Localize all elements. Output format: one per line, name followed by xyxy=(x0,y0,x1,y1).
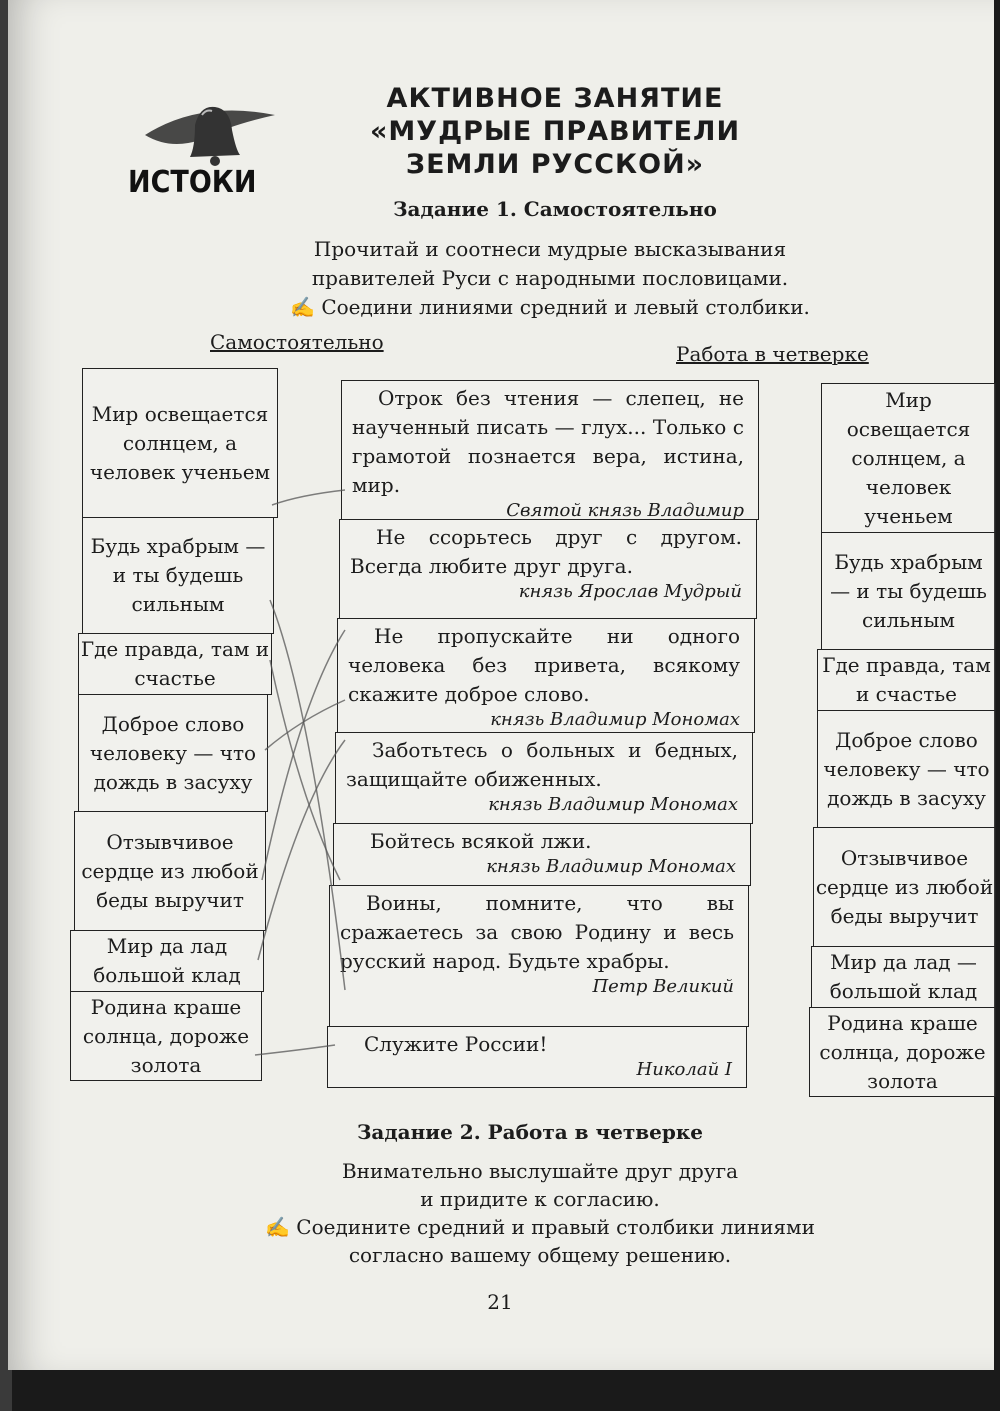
proverb-text: Отзывчивое сердце из любой беды выручит xyxy=(815,845,994,928)
task2-heading: Задание 2. Работа в четверке xyxy=(356,1120,704,1144)
right-proverb-box[interactable] xyxy=(821,383,996,533)
task1-heading: Задание 1. Самостоятельно xyxy=(393,197,717,221)
saying-box[interactable] xyxy=(339,519,757,619)
saying-author: Петр Великий xyxy=(592,976,734,997)
instruction-line: правителей Руси с народными пословицами. xyxy=(311,266,789,290)
proverb-text: Мир да лад большой клад xyxy=(93,934,241,987)
saying-author: князь Владимир Мономах xyxy=(490,709,740,730)
saying-text: Бойтесь всякой лжи. xyxy=(370,829,592,853)
saying-author: Святой князь Владимир xyxy=(506,500,744,521)
saying-text: Заботьтесь о больных и бедных, защищайте обиженных. xyxy=(346,738,738,791)
left-proverb-box[interactable] xyxy=(70,991,262,1081)
saying-box[interactable] xyxy=(333,823,751,886)
instruction-line: Внимательно выслушайте друг друга xyxy=(341,1159,739,1183)
right-proverb-box[interactable] xyxy=(817,649,996,711)
saying-text: Отрок без чтения — слепец, не наученный писать — глух... Только с грамотой познается вера, истина, мир. xyxy=(352,386,744,497)
label-self: Самостоятельно xyxy=(210,330,384,354)
instruction-line: Прочитай и соотнеси мудрые высказывания xyxy=(313,237,787,261)
left-proverb-box[interactable] xyxy=(82,517,274,634)
proverb-text: Родина краше солнца, дороже золота xyxy=(82,994,250,1077)
right-proverb-box[interactable] xyxy=(821,532,996,650)
saying-box[interactable] xyxy=(329,885,749,1027)
saying-text: Не пропускайте ни одного человека без привета, всякому скажите доброе слово. xyxy=(348,624,740,706)
proverb-text: Доброе слово человеку — что дождь в засуху xyxy=(89,711,257,794)
proverb-text: Где правда, там и счастье xyxy=(822,653,991,706)
proverb-text: Отзывчивое сердце из любой беды выручит xyxy=(81,829,259,912)
right-proverb-box[interactable] xyxy=(817,710,996,828)
proverb-text: Доброе слово человеку — что дождь в засуху xyxy=(823,727,990,810)
proverb-text: Мир освещается солнцем, а человек ученьем xyxy=(89,401,271,484)
left-proverb-box[interactable] xyxy=(78,633,272,695)
saying-box[interactable] xyxy=(337,618,755,733)
right-proverb-box[interactable] xyxy=(811,946,996,1008)
right-proverb-box[interactable] xyxy=(809,1007,996,1097)
saying-box[interactable] xyxy=(335,732,753,824)
proverb-text: Будь храбрым — и ты будешь сильным xyxy=(90,534,266,616)
saying-text: Служите России! xyxy=(364,1032,548,1056)
saying-author: князь Ярослав Мудрый xyxy=(518,581,742,602)
proverb-text: Будь храбрым — и ты будешь сильным xyxy=(830,549,987,632)
title-line: ЗЕМЛИ РУССКОЙ» xyxy=(405,149,705,180)
page-title xyxy=(330,82,780,181)
left-proverb-box[interactable] xyxy=(74,811,266,931)
left-proverb-box[interactable] xyxy=(82,368,278,518)
instruction-line: согласно вашему общему решению. xyxy=(348,1243,732,1267)
proverb-text: Мир да лад — большой клад xyxy=(829,950,978,1003)
instruction-line: ✍ Соедини линиями средний и левый столбики. xyxy=(290,295,810,319)
left-proverb-box[interactable] xyxy=(70,930,264,992)
instruction-line: и придите к согласию. xyxy=(420,1187,660,1211)
logo-text: ИСТОКИ xyxy=(128,165,257,200)
saying-text: Воины, помните, что вы сражаетесь за свою Родину и весь русский народ. Будьте храбры. xyxy=(340,891,734,973)
proverb-text: Мир освещается солнцем, а человек ученьем xyxy=(846,387,971,528)
left-proverb-box[interactable] xyxy=(78,694,268,812)
task2-instructions xyxy=(170,1157,910,1269)
saying-author: князь Владимир Мономах xyxy=(486,856,736,877)
saying-box[interactable] xyxy=(341,380,759,520)
proverb-text: Родина краше солнца, дороже золота xyxy=(819,1010,986,1093)
right-proverb-box[interactable] xyxy=(813,827,996,947)
task1-instructions xyxy=(190,235,910,322)
saying-text: Не ссорьтесь друг с другом. Всегда любите друг друга. xyxy=(350,525,742,578)
label-group: Работа в четверке xyxy=(676,342,869,366)
saying-box[interactable] xyxy=(327,1026,747,1088)
page-number: 21 xyxy=(487,1290,513,1314)
instruction-line: ✍ Соедините средний и правый столбики линиями xyxy=(265,1215,815,1239)
saying-author: князь Владимир Мономах xyxy=(488,794,738,815)
saying-author: Николай I xyxy=(636,1059,732,1080)
proverb-text: Где правда, там и счастье xyxy=(80,637,270,690)
title-line: «МУДРЫЕ ПРАВИТЕЛИ xyxy=(369,116,741,147)
title-line: АКТИВНОЕ ЗАНЯТИЕ xyxy=(386,83,724,114)
